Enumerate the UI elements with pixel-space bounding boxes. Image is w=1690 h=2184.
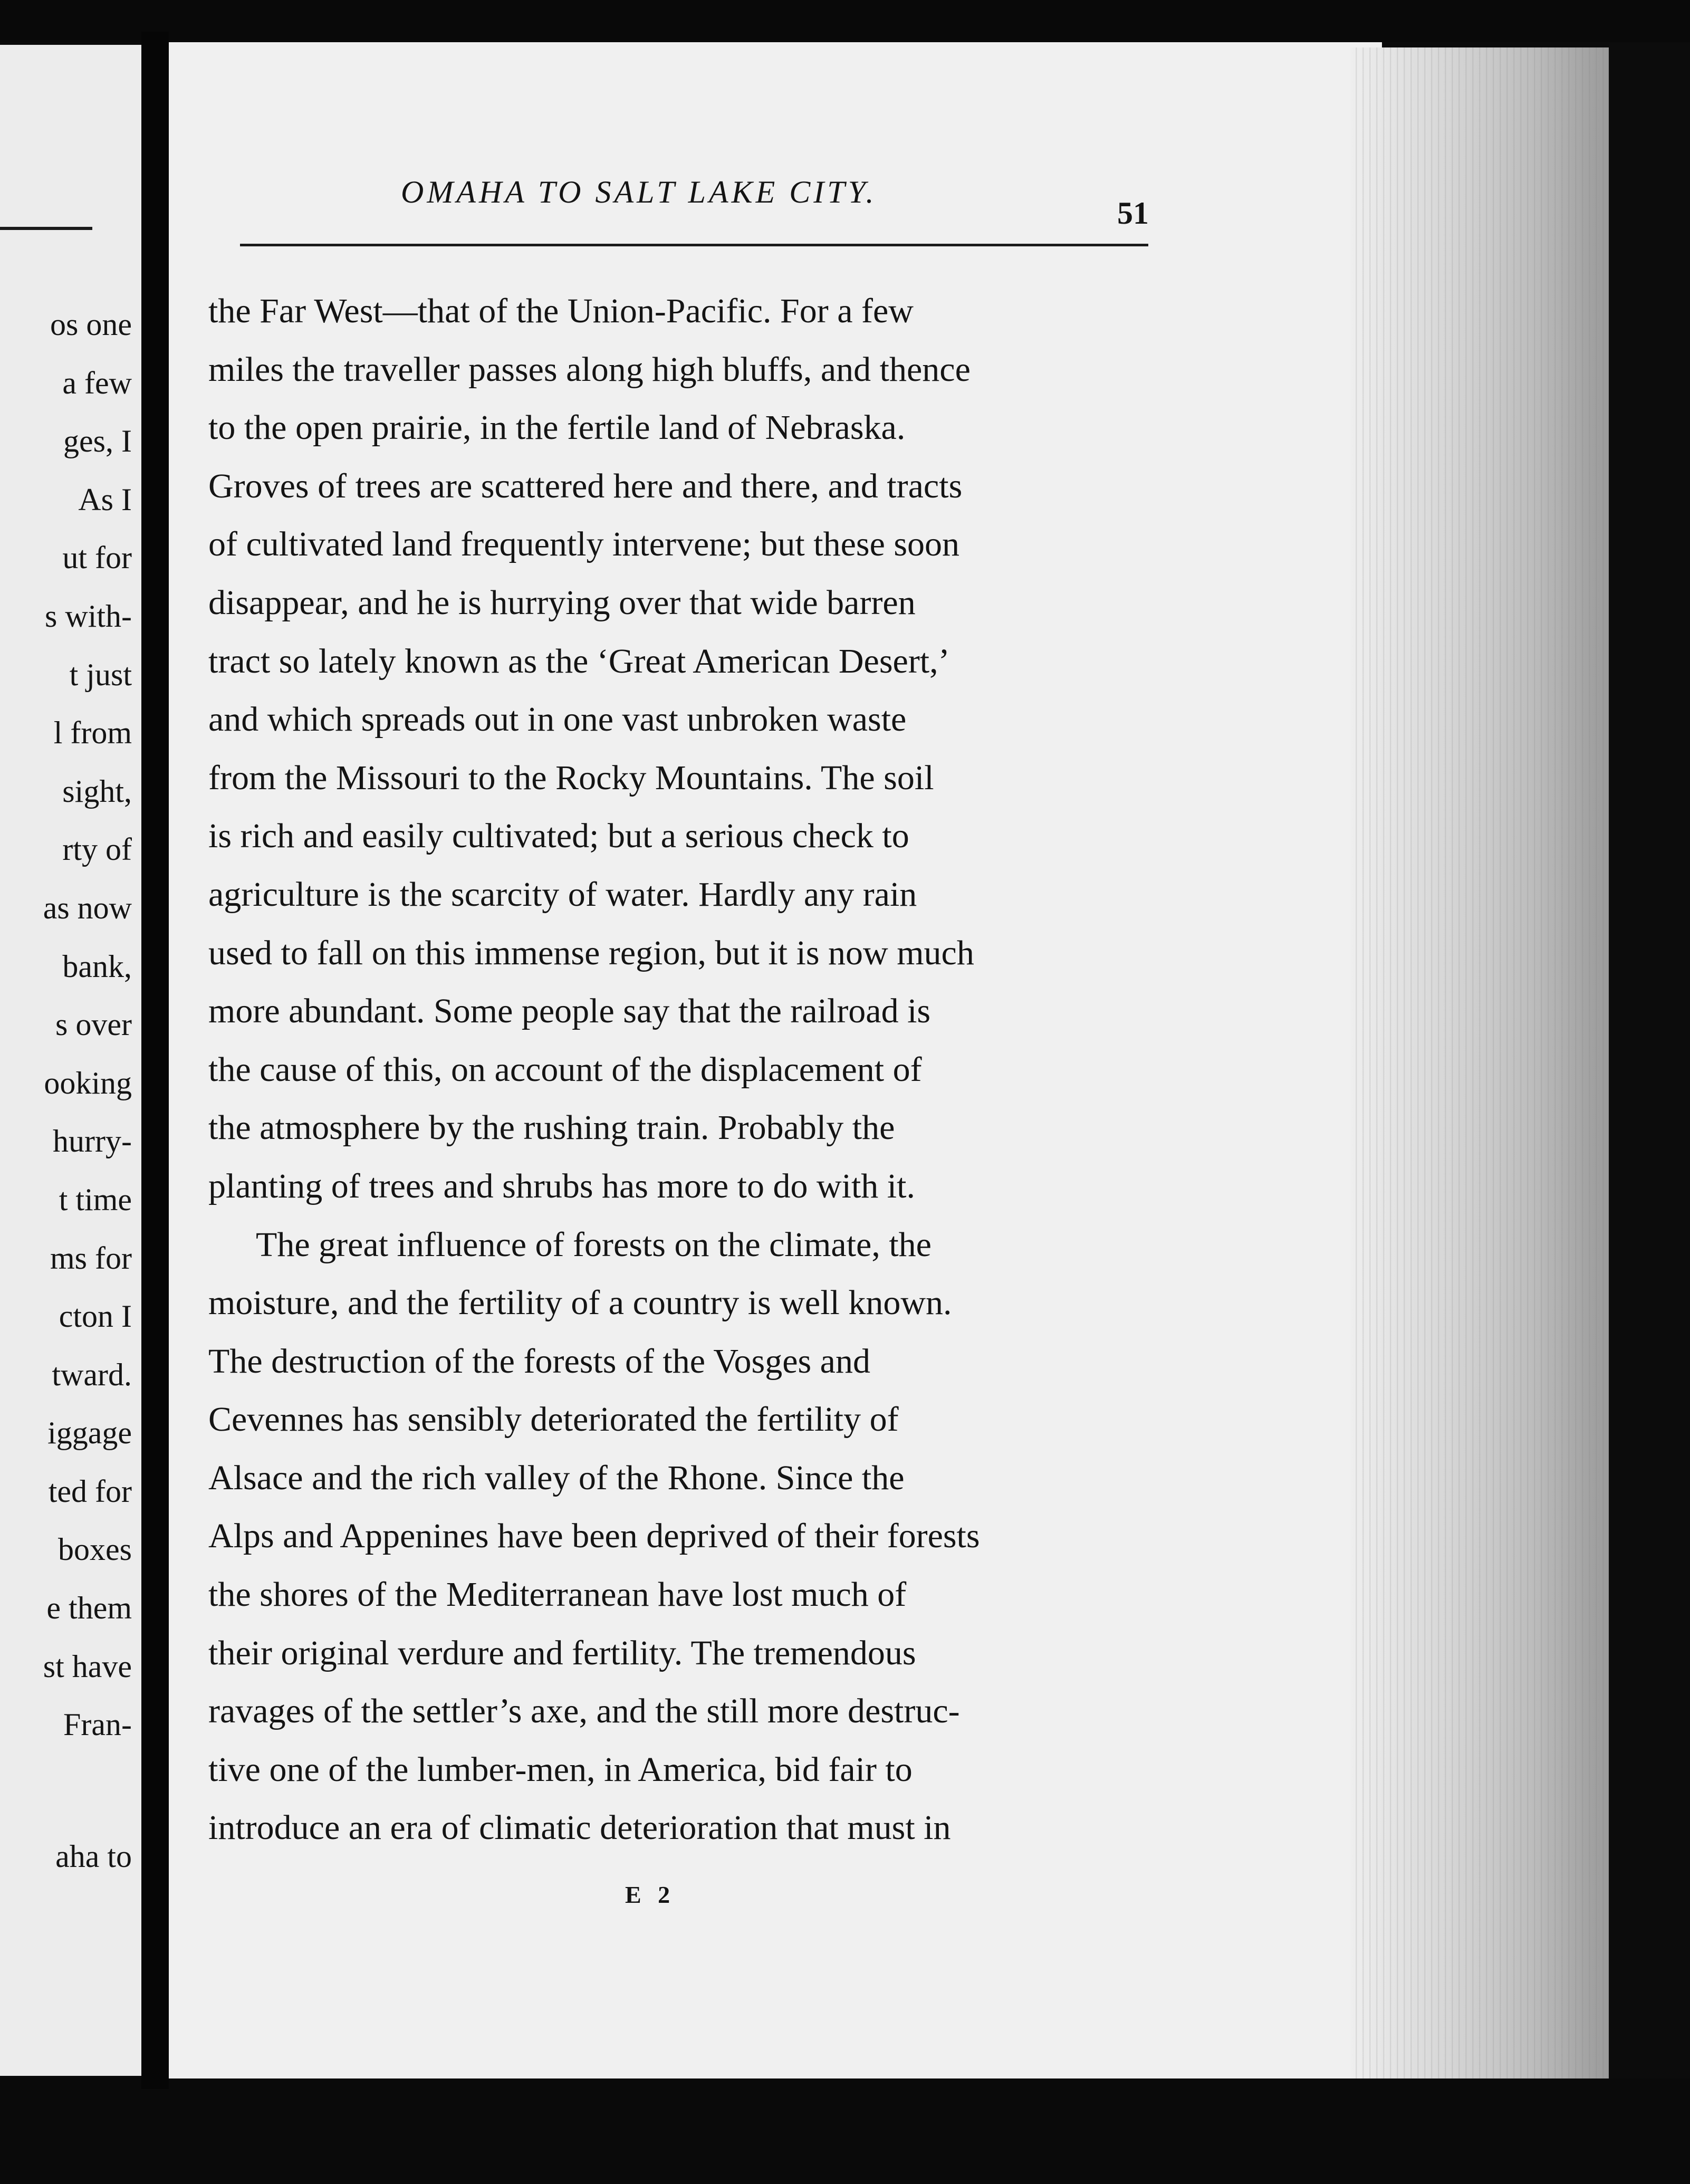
page-number: 51 [1117,196,1149,231]
fragment-line: ted for [48,1473,132,1509]
fragment-line: hurry- [53,1124,132,1159]
fragment-line: as now [43,890,132,925]
fragment-line: bank, [62,949,132,984]
fragment-line: aha to [55,1839,132,1874]
scan-border-top [0,0,1690,42]
fragment-line: t just [69,657,132,692]
text-line: the atmosphere by the rushing train. Probably the [208,1108,895,1147]
text-line: introduce an era of climatic deterioration that must in [208,1808,951,1847]
fragment-line: l from [53,715,132,751]
fragment-line: st have [43,1649,132,1684]
fragment-line: boxes [58,1532,132,1567]
text-line: used to fall on this immense region, but it is now much [208,933,974,972]
text-line: Alsace and the rich valley of the Rhone. Since the [208,1458,905,1497]
previous-page-head-rule [0,227,92,230]
text-line: The destruction of the forests of the Vosges and [208,1342,870,1381]
text-line: Groves of trees are scattered here and there, and tracts [208,466,963,505]
fragment-line: t time [59,1182,132,1217]
text-line: more abundant. Some people say that the railroad is [208,992,931,1031]
text-line: Alps and Appenines have been deprived of their forests [208,1517,980,1556]
fragment-line: cton I [59,1299,132,1334]
text-line: their original verdure and fertility. The tremendous [208,1633,916,1672]
fragment-line: os one [50,307,132,342]
text-line: of cultivated land frequently intervene; but these soon [208,525,960,564]
text-line: and which spreads out in one vast unbroken waste [208,700,907,739]
fragment-line: tward. [52,1357,132,1392]
fragment-line: rty of [62,832,132,867]
fragment-line: s over [55,1007,132,1042]
previous-page-fragment [0,45,141,2076]
fragment-line: a few [62,365,132,400]
text-line: tract so lately known as the ‘Great American Desert,’ [208,641,950,681]
body-text [208,282,1153,1857]
text-line: from the Missouri to the Rocky Mountains. The soil [208,758,934,797]
fragment-line: iggage [47,1415,132,1451]
scan-border-bottom [0,2078,1690,2184]
fragment-line: ut for [62,540,132,576]
text-line: the Far West—that of the Union-Pacific. For a few [208,292,914,330]
previous-page-text [0,295,132,1754]
head-rule [240,244,1148,246]
fragment-line: s with- [45,598,132,634]
text-line: planting of trees and shrubs has more to do with it. [208,1166,915,1205]
text-line: ravages of the settler’s axe, and the still more destruc- [208,1692,960,1731]
fragment-line: Fran- [63,1707,132,1742]
text-line: is rich and easily cultivated; but a serious check to [208,817,909,856]
page-edge-stack [1350,47,1609,2078]
running-head: OMAHA TO SALT LAKE CITY. [401,175,877,209]
fragment-line: ges, I [63,424,132,459]
text-line: tive one of the lumber-men, in America, bid fair to [208,1750,913,1789]
text-line: the shores of the Mediterranean have lost much of [208,1575,907,1614]
scan-border-right [1609,42,1690,2078]
text-line: the cause of this, on account of the displacement of [208,1050,922,1089]
signature-mark: E 2 [625,1881,676,1908]
fragment-line: As I [78,482,132,517]
fragment-line: e them [46,1591,132,1626]
fragment-line: sight, [62,773,132,809]
text-line: miles the traveller passes along high bluffs, and thence [208,350,971,389]
fragment-line: ms for [50,1240,132,1276]
paragraph-first-line: The great influence of forests on the climate, the [256,1225,932,1264]
text-line: moisture, and the fertility of a country is well known. [208,1283,952,1323]
text-line: agriculture is the scarcity of water. Hardly any rain [208,875,917,914]
text-line: Cevennes has sensibly deteriorated the fertility of [208,1400,899,1439]
book-gutter [141,32,169,2089]
text-line: to the open prairie, in the fertile land of Nebraska. [208,408,906,447]
text-line: disappear, and he is hurrying over that wide barren [208,583,916,622]
fragment-line: ooking [44,1065,132,1100]
